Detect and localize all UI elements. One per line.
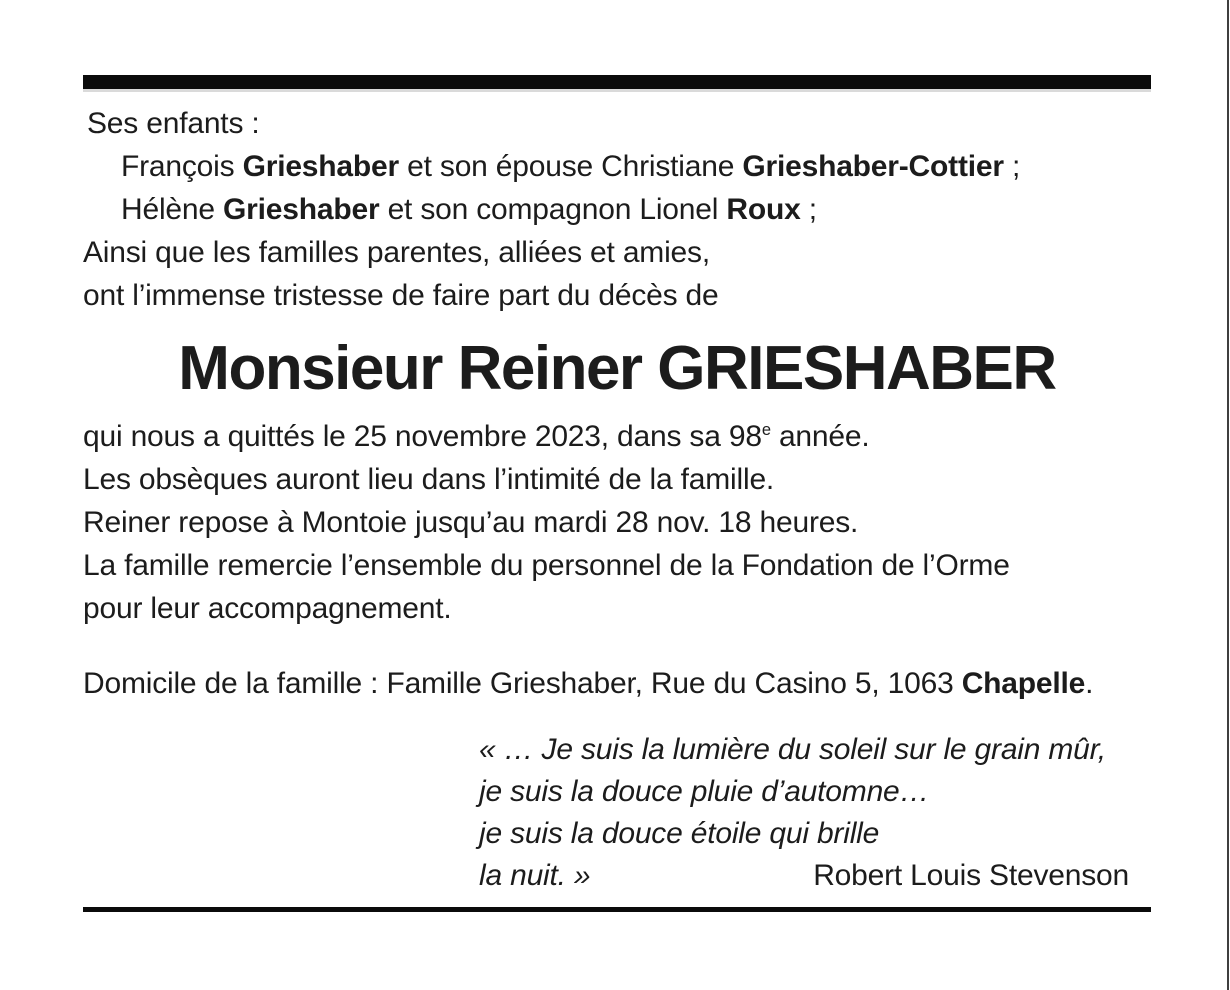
quote-line-3 xyxy=(479,813,1129,855)
quote-line-2-text: je suis la douce pluie d’automne… xyxy=(479,775,930,808)
quote-line-3-text: je suis la douce étoile qui brille xyxy=(479,817,880,850)
memorial-quote xyxy=(479,729,1129,897)
child-1-mid: et son épouse Christiane xyxy=(399,150,743,183)
child-1-text: François xyxy=(121,150,243,183)
detail-line-2 xyxy=(83,458,1151,501)
detail-line-1 xyxy=(83,415,1151,458)
child-2-surname: Grieshaber xyxy=(223,193,380,226)
scan-right-edge-line xyxy=(1227,0,1229,990)
quote-attribution: Robert Louis Stevenson xyxy=(813,859,1129,892)
family-line-2-text: ont l’immense tristesse de faire part du décès de xyxy=(83,279,719,312)
child-2-partner-surname: Roux xyxy=(726,193,801,226)
top-divider-bar xyxy=(83,75,1151,92)
detail-line-1-pre: qui nous a quittés le 25 novembre 2023, dans sa 98 xyxy=(83,420,762,453)
details-section xyxy=(83,415,1151,630)
deceased-name-title xyxy=(83,329,1151,409)
child-1-end: ; xyxy=(1003,150,1021,183)
child-line-1 xyxy=(83,145,1151,188)
domicile-line xyxy=(83,662,1151,705)
domicile-end: . xyxy=(1085,667,1094,700)
detail-line-5 xyxy=(83,587,1151,630)
child-2-mid: et son compagnon Lionel xyxy=(379,193,727,226)
intro-section xyxy=(83,102,1151,317)
detail-line-2-text: Les obsèques auront lieu dans l’intimité de la famille. xyxy=(83,463,775,496)
detail-line-5-text: pour leur accompagnement. xyxy=(83,592,452,625)
obituary-notice xyxy=(83,0,1151,912)
family-line-2 xyxy=(83,274,1151,317)
domicile-town: Chapelle xyxy=(961,667,1086,700)
detail-line-4-text: La famille remercie l’ensemble du personnel de la Fondation de l’Orme xyxy=(83,549,1010,582)
quote-line-1-text: « … Je suis la lumière du soleil sur le grain mûr, xyxy=(479,733,1106,766)
quote-line-4 xyxy=(479,855,1129,897)
quote-closing: la nuit. » xyxy=(479,859,591,892)
detail-line-1-post: année. xyxy=(770,420,870,453)
family-line-1 xyxy=(83,231,1151,274)
ordinal-superscript: e xyxy=(761,421,771,439)
child-line-2 xyxy=(83,188,1151,231)
intro-heading-text: Ses enfants : xyxy=(87,107,260,140)
child-2-text: Hélène xyxy=(121,193,224,226)
intro-heading xyxy=(83,102,1151,145)
bottom-divider-rule xyxy=(83,907,1151,912)
child-1-surname: Grieshaber xyxy=(242,150,399,183)
family-line-1-text: Ainsi que les familles parentes, alliées et amies, xyxy=(83,236,710,269)
detail-line-4 xyxy=(83,544,1151,587)
detail-line-3 xyxy=(83,501,1151,544)
child-1-spouse-surname: Grieshaber-Cottier xyxy=(742,150,1004,183)
quote-line-2 xyxy=(479,771,1129,813)
deceased-name-text: Monsieur Reiner GRIESHABER xyxy=(178,334,1056,403)
child-2-end: ; xyxy=(800,193,817,226)
quote-line-1 xyxy=(479,729,1129,771)
detail-line-3-text: Reiner repose à Montoie jusqu’au mardi 28 nov. 18 heures. xyxy=(83,506,859,539)
domicile-text: Domicile de la famille : Famille Grieshaber, Rue du Casino 5, 1063 xyxy=(83,667,962,700)
